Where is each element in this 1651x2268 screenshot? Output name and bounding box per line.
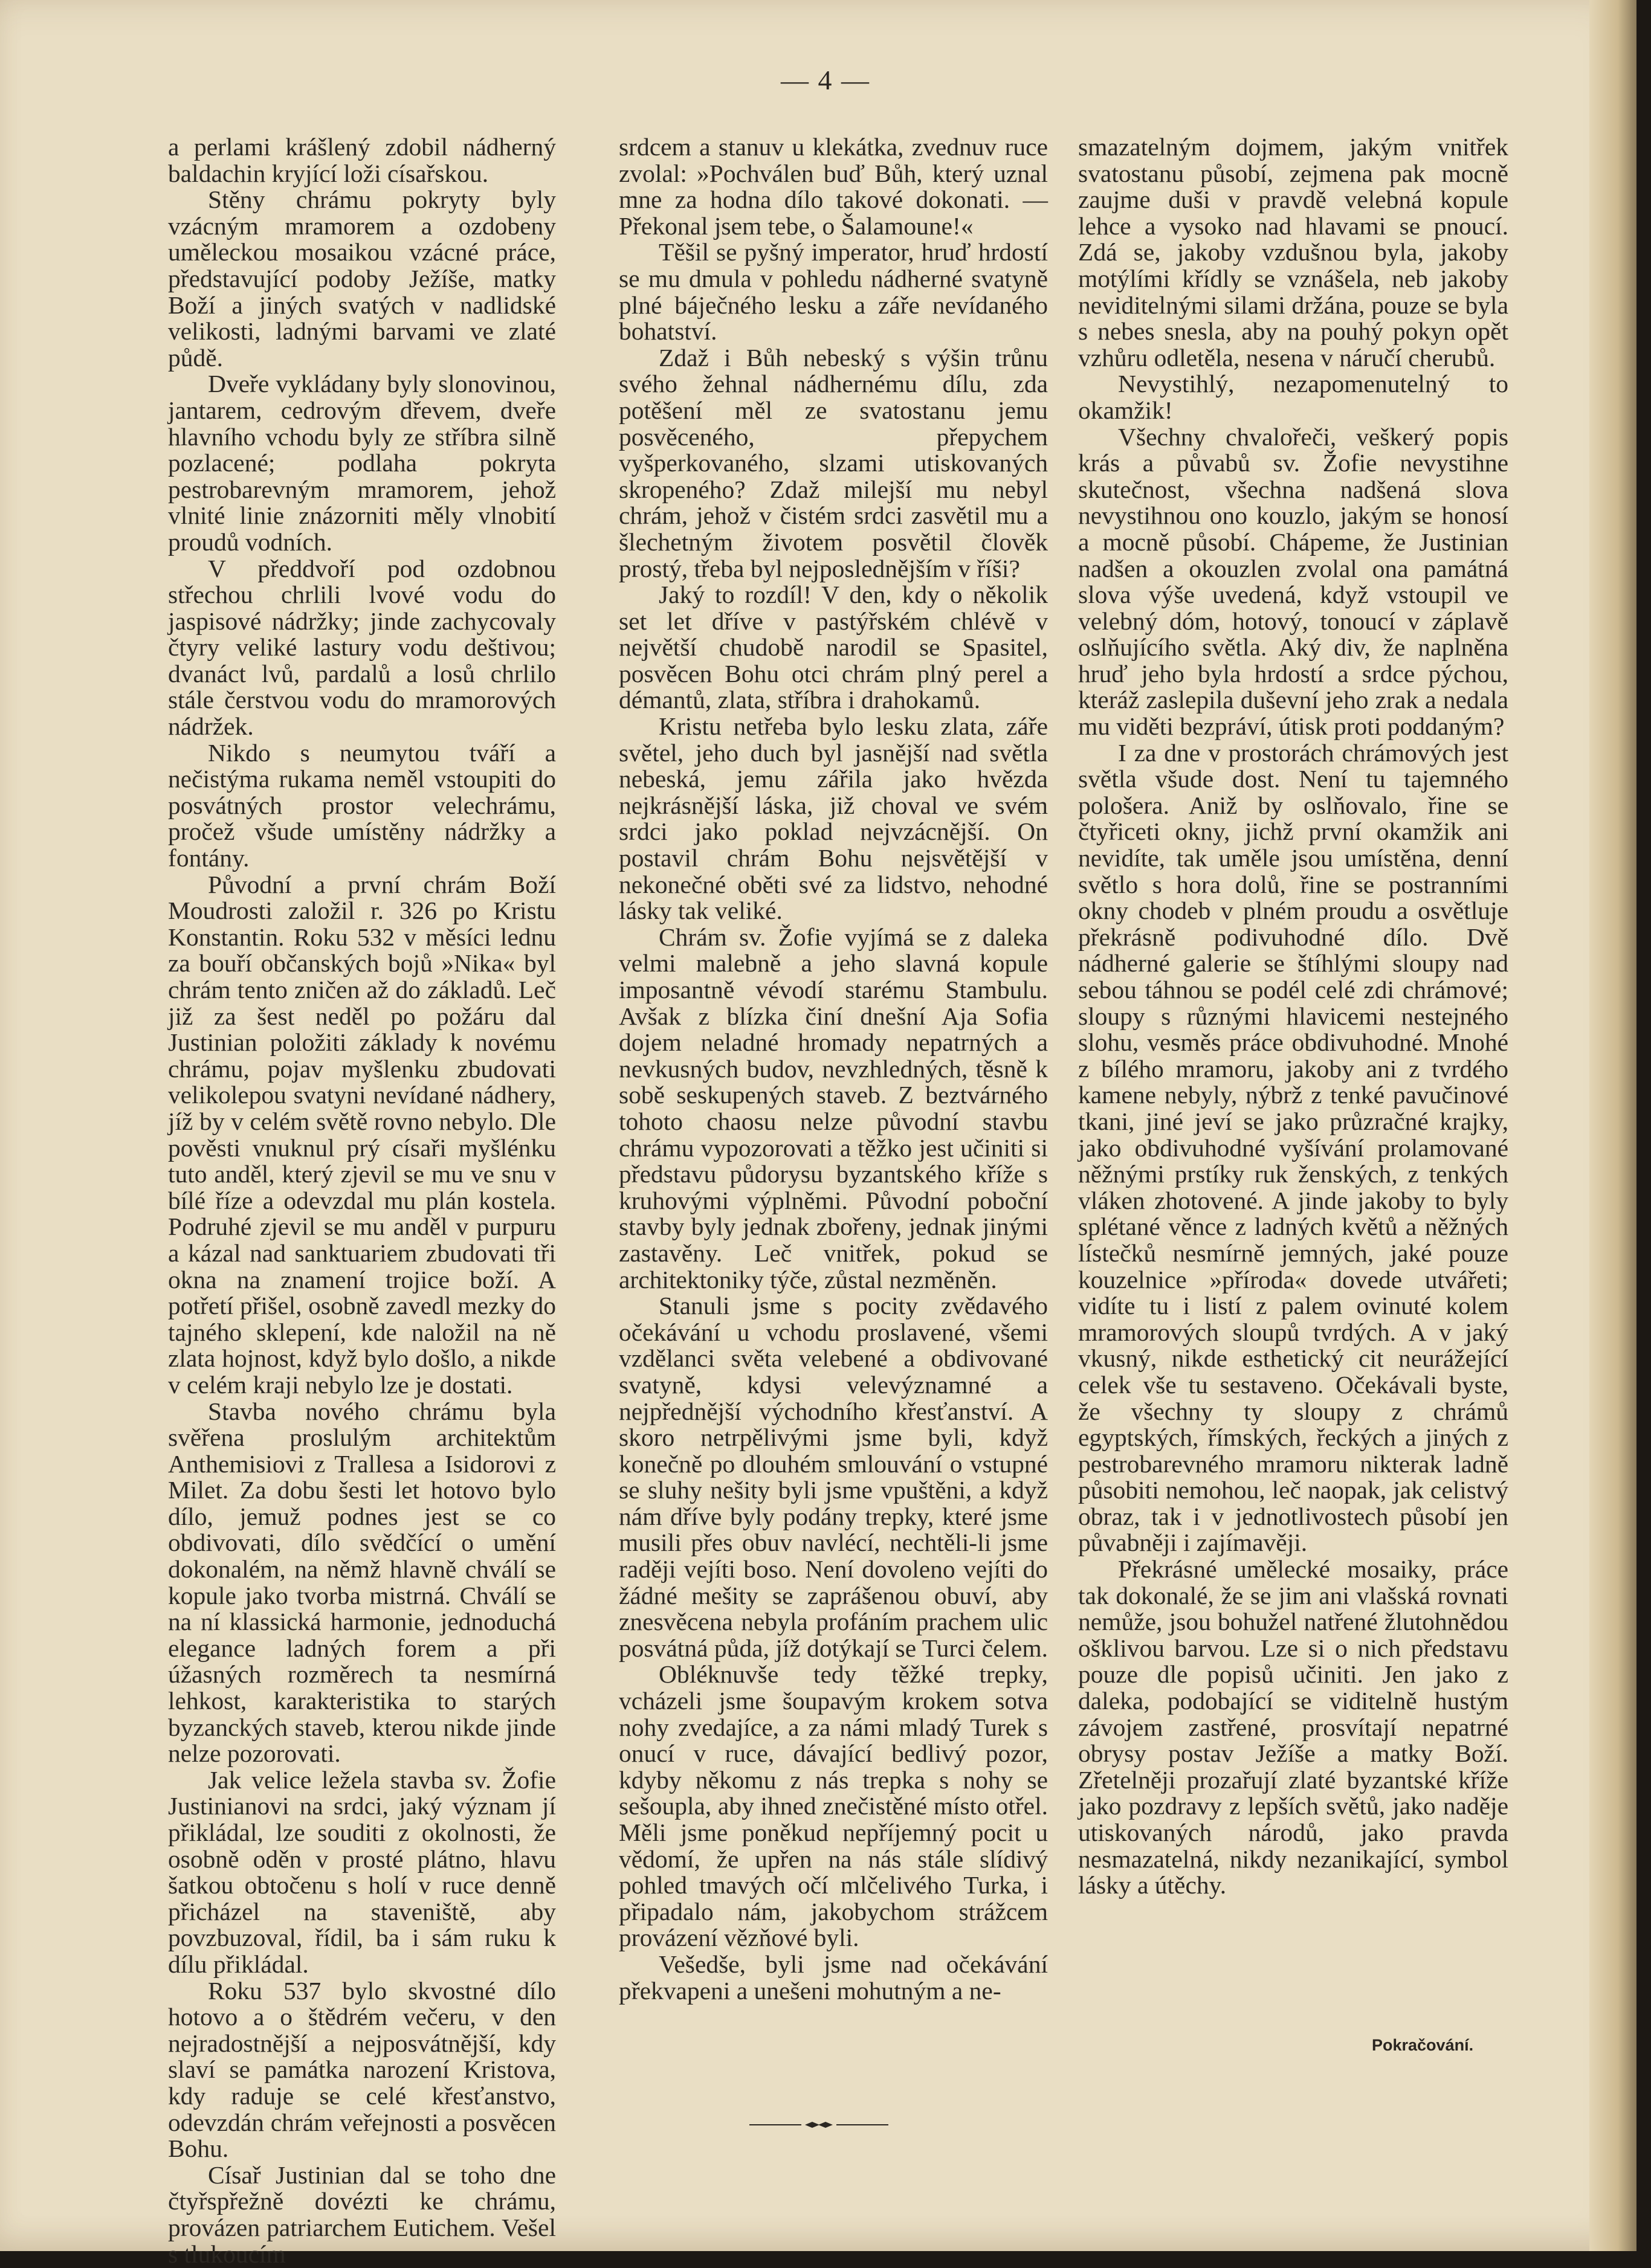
paragraph: Stavba nového chrámu byla svěřena proslulým architektům Anthemisiovi z Trallesa a Isidorovi z Milet. Za dobu šesti let hotovo bylo dílo, jemuž podnes jest se co obdivovati, dílo svědčící o umění dokonalém, na němž hlavně chválí se kopule jako tvorba mistrná. Chválí se na ní klassická harmonie, jednoduchá elegance ladných forem a při úžasných rozměrech ta nesmírná lehkost, karakteristika to starých byzanckých staveb, kterou nikde jinde nelze pozorovati.	[168, 1397, 556, 1768]
paragraph: Jak velice ležela stavba sv. Žofie Justinianovi na srdci, jaký význam jí přikládal, lze souditi z okolnosti, že osobně oděn v prosté plátno, hlavu šatkou obtočenu s holí v ruce denně přicházel na staveniště, aby povzbuzoval, řídil, ba i sám ruku k dílu přikládal.	[168, 1765, 556, 1978]
paragraph: Dveře vykládany byly slonovinou, jantarem, cedrovým dřevem, dveře hlavního vchodu byly ze stříbra silně pozlacené; podlaha pokryta pestrobarevným mramorem, jehož vlnité linie znázorniti měly vlnobití proudů vodních.	[168, 370, 556, 556]
paragraph: Roku 537 bylo skvostné dílo hotovo a o štědrém večeru, v den nejradostnější a nejposvátnější, kdy slaví se památka narození Kristova, kdy raduje se celé křesťanstvo, odevzdán chrám veřejnosti a posvěcen Bohu.	[168, 1976, 556, 2163]
paragraph: smazatelným dojmem, jakým vnitřek svatostanu působí, zejmena pak mocně zaujme duši v pravdě velebná kopule lehce a vysoko nad hlavami se pnoucí. Zdá se, jakoby vzdušnou byla, jakoby motýlími křídly se vznášela, neb jakoby neviditelnými silami držána, pouze se byla s nebes snesla, aby na pouhý pokyn opět vzhůru odletěla, nesena v náručí cherubů.	[1078, 133, 1508, 372]
page-number: — 4 —	[781, 65, 870, 95]
paragraph: Obléknuvše tedy těžké trepky, vcházeli jsme šoupavým krokem sotva nohy zvedajíce, a za námi mladý Turek s onucí v ruce, dávající bedlivý pozor, kdyby někomu z nás trepka s nohy se sešoupla, aby ihned znečistěné místo otřel. Měli jsme poněkud nepříjemný pocit u vědomí, že upřen na nás stále slídivý pohled tmavých očí mlčelivého Turka, i připadalo nám, jakobychom strážcem provázení vězňové byli.	[619, 1660, 1048, 1952]
paragraph: Původní a první chrám Boží Moudrosti založil r. 326 po Kristu Konstantin. Roku 532 v měsíci lednu za bouří občanských bojů »Nika« byl chrám tento zničen až do základů. Leč již za šest neděl po požáru dal Justinian položiti základy k novému chrámu, pojav myšlenku zbudovati velikolepou svatyni nevídané nádhery, jíž by v celém světě rovno nebylo. Dle pověsti vnuknul prý císaři myšlénku tuto anděl, který zjevil se mu ve snu v bílé říze a odevzdal mu plán kostela. Podruhé zjevil se mu anděl v purpuru a kázal nad sanktuariem zbudovati tři okna na znamení trojice boží. A potřetí přišel, osobně zavedl mezky do tajného sklepení, kde naložil na ně zlata hojnost, když bylo došlo, a nikde v celém kraji nebylo lze je dostati.	[168, 870, 556, 1399]
paragraph: Stěny chrámu pokryty byly vzácným mramorem a ozdobeny uměleckou mosaikou vzácné práce, představující podoby Ježíše, matky Boží a jiných svatých v nadlidské velikosti, ladnými barvami ve zlaté půdě.	[168, 185, 556, 372]
paragraph: Vešedše, byli jsme nad očekávání překvapeni a unešeni mohutným a ne-	[619, 1950, 1048, 2005]
paragraph: I za dne v prostorách chrámových jest světla všude dost. Není tu tajemného pološera. Aniž by oslňovalo, řine se čtyřiceti okny, jichž první okamžik ani nevidíte, tak uměle jsou umístěna, denní světlo s hora dolů, řine se postranními okny chodeb v plném proudu a osvětluje překrásně podivuhodné dílo. Dvě nádherné galerie se štíhlými sloupy nad sebou táhnou se podél celé zdi chrámové; sloupy s různými hlavicemi nestejného slohu, vesměs práce obdivuhodné. Mnohé z bílého mramoru, jakoby ani z tvrdého kamene nebyly, nýbrž z tenké pavučinové tkani, jiné jeví se jako průzračné krajky, jako obdivuhodné vyšívání prolamované něžnými prstíky ruk ženských, z tenkých vláken zhotovené. A jinde jakoby to byly splétané věnce z ladných květů a něžných lístečků nesmírně jemných, jaké pouze kouzelnice »příroda« dovede utvářeti; vidíte tu i listí z palem ovinuté kolem mramorových sloupů tvrdých. A v jaký vkusný, nikde esthetický cit neurážející celek vše tu sestaveno. Očekávali byste, že všechny ty sloupy z chrámů egyptských, římských, řeckých a jiných z pestrobarevného mramoru nikterak ladně působiti nemohou, leč naopak, jak celistvý obraz, tak i v jednotlivostech působí jen půvabněji i zajímavěji.	[1078, 738, 1508, 1557]
paragraph: srdcem a stanuv u klekátka, zvednuv ruce zvolal: »Pochválen buď Bůh, který uznal mne za hodna dílo takové dokonati. — Překonal jsem tebe, o Šalamoune!«	[619, 133, 1048, 240]
text-column-2	[619, 134, 1048, 2004]
paragraph: Císař Justinian dal se toho dne čtyřspřežně dovézti ke chrámu, provázen patriarchem Eutichem. Vešel s tlukoucím	[168, 2160, 556, 2268]
continued-label: Pokračování.	[1372, 2036, 1474, 2054]
end-ornament	[749, 2121, 888, 2129]
text-column-3	[1078, 134, 1508, 1899]
paragraph: Kristu netřeba bylo lesku zlata, záře světel, jeho duch byl jasnější nad světla nebeská, jemu zářila jako hvězda nejkrásnější láska, již choval ve svém srdci jako poklad nejvzácnější. On postavil chrám Bohu nejsvětější v nekonečné oběti své za lidstvo, nehodné lásky tak veliké.	[619, 712, 1048, 925]
paragraph: Chrám sv. Žofie vyjímá se z daleka velmi malebně a jeho slavná kopule imposantně vévodí starému Stambulu. Avšak z blízka činí dnešní Aja Sofia dojem neladné hromady nepatrných a nevkusných budov, nevzhledných, těsně k sobě seskupených staveb. Z beztvárného tohoto chaosu nelze původní stavbu chrámu vypozorovati a těžko jest učiniti si představu půdorysu byzantského kříže s kruhovými výplněmi. Původní poboční stavby byly jednak zbořeny, jednak jinými zastavěny. Leč vnitřek, pokud se architektoniky týče, zůstal nezměněn.	[619, 923, 1048, 1293]
paragraph: V předdvoří pod ozdobnou střechou chrlili lvové vodu do jaspisové nádržky; jinde zachycovaly čtyry veliké lastury vodu deštivou; dvanáct lvů, pardalů a losů chrlilo stále čerstvou vodu do mramorových nádržek.	[168, 554, 556, 741]
paragraph: a perlami krášlený zdobil nádherný baldachin kryjící loži císařskou.	[168, 133, 556, 187]
paragraph: Těšil se pyšný imperator, hruď hrdostí se mu dmula v pohledu nádherné svatyně plné báječného lesku a záře nevídaného bohatství.	[619, 238, 1048, 346]
paragraph: Všechny chvalořeči, veškerý popis krás a půvabů sv. Žofie nevystihne skutečnost, všechna nadšená slova nevystihnou ono kouzlo, jakým se honosí a mocně působí. Chápeme, že Justinian nadšen a okouzlen zvolal ona památná slova výše uvedená, když vstoupil ve velebný dóm, hotový, tonoucí v záplavě oslňujícího světla. Aký div, že naplněna hruď jeho byla hrdostí a srdce pýchou, kteráž zaslepila duševní jeho zrak a nedala mu viděti bezpráví, útisk proti poddaným?	[1078, 422, 1508, 741]
paragraph: Stanuli jsme s pocity zvědavého očekávání u vchodu proslavené, všemi vzdělanci světa velebené a obdivované svatyně, kdysi velevýznamné a nejpřednější východního křesťanství. A skoro netrpělivými jsme byli, když konečně po dlouhém smlouvání o vstupné se sluhy nešity byli jsme vpuštěni, a když nám dříve byly podány trepky, které jsme musili přes obuv navlécí, nechtěli-li jsme raději vejíti boso. Není dovoleno vejíti do žádné mešity se zaprášenou obuví, aby znesvěcena nebyla profáním prachem ulic posvátná půda, jíž dotýkají se Turci čelem.	[619, 1292, 1048, 1662]
paragraph: Nevystihlý, nezapomenutelný to okamžik!	[1078, 370, 1508, 424]
page-edge	[1589, 0, 1636, 2251]
paragraph: Zdaž i Bůh nebeský s výšin trůnu svého žehnal nádhernému dílu, zda potěšení měl ze svatostanu jemu posvěceného, přepychem vyšperkovaného, slzami utiskovaných skropeného? Zdaž milejší mu nebyl chrám, jehož v čistém srdci zasvětil mu a šlechetným životem posvětil člověk prostý, třeba byl nejposlednějším v říši?	[619, 343, 1048, 582]
text-column-1	[168, 134, 556, 2267]
paragraph: Překrásné umělecké mosaiky, práce tak dokonalé, že se jim ani vlašská rovnati nemůže, jsou bohužel natřené žlutohnědou ošklivou barvou. Lze si o nich představu pouze dle popisů učiniti. Jen jako z daleka, podobající se viditelně hustým závojem zastřené, prosvítají nepatrné obrysy postav Ježíše a matky Boží. Zřetelněji prozařují zlaté byzantské kříže jako pozdravy z lepších světů, jako naděje utiskovaných národů, jako pravda nesmazatelná, nikdy nezanikající, symbol lásky a útěchy.	[1078, 1555, 1508, 1899]
paragraph: Nikdo s neumytou tváří a nečistýma rukama neměl vstoupiti do posvátných prostor velechrámu, pročež všude umístěny nádržky a fontány.	[168, 738, 556, 872]
paragraph: Jaký to rozdíl! V den, kdy o několik set let dříve v pastýřském chlévě v největší chudobě narodil se Spasitel, posvěcen Bohu otci chrám plný perel a démantů, zlata, stříbra i drahokamů.	[619, 581, 1048, 714]
